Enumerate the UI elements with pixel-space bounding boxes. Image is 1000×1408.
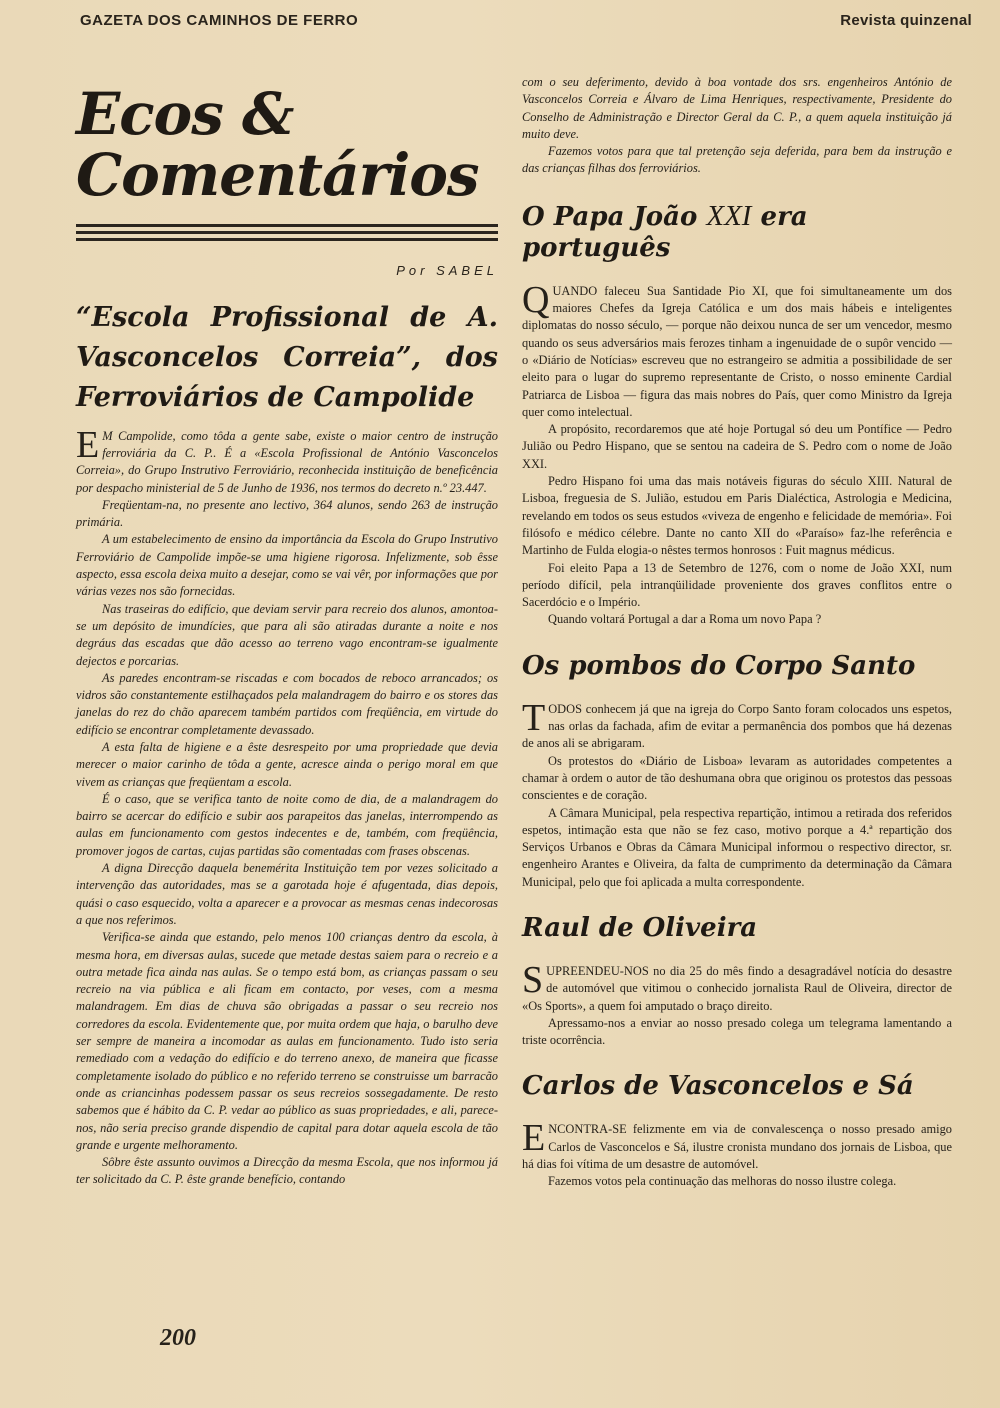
escola-paragraph-2: Freqüentam-na, no presente ano lectivo, 364 alunos, sendo 263 de instrução primária. [76, 497, 498, 530]
escola-paragraph-7: É o caso, que se verifica tanto de noite como de dia, de a malandragem do bairro se acercar do edifício e subir aos parapeitos das janelas, interrompendo as aulas em funcionamento com gestos indecentes e de, também, com freqüência, promover jogos de cartas, cujas partidas são comentadas com frases obscenas. [76, 791, 498, 858]
escola-paragraph-6: A esta falta de higiene e a êste desrespeito por uma propriedade que devia merecer o maior carinho de tôda a gente, acresce ainda o perigo moral em que vivem as crianças que freqüentam a escola. [76, 739, 498, 789]
papa-paragraph-4: Foi eleito Papa a 13 de Setembro de 1276, com o nome de João XXI, num período difícil, pela intranqüilidade proveniente dos graves conflitos entre o Sacerdócio e o Império. [522, 560, 952, 610]
escola-title: “Escola Profissional de A. Vasconcelos Correia”, dos Ferroviários de Campolide [76, 301, 498, 413]
journal-title: GAZETA DOS CAMINHOS DE FERRO [80, 12, 359, 29]
escola-paragraph-8: A digna Direcção daquela benemérita Instituição tem por vezes solicitado a intervenção das autoridades, mas se a garotada hoje é afugentada, dias depois, quási o caso esquecido, volta a aparecer e a provocar as mesmas cenas indecorosas a que nos referimos. [76, 861, 498, 927]
papa-paragraph-2: A propósito, recordaremos que até hoje Portugal só deu um Pontífice — Pedro Julião ou Pedro Hispano, que se sentou na cadeira de S. Pedro com o nome de João XXI. [522, 422, 952, 471]
carlos-drop-cap: E [522, 1117, 546, 1160]
papa-title: O Papa João XXI era português [522, 199, 808, 263]
title-rules [76, 224, 498, 241]
papa-drop-cap: Q [522, 278, 550, 321]
papa-paragraph-5: Quando voltará Portugal a dar a Roma um novo Papa ? [548, 612, 822, 627]
carlos-paragraph-1: ENCONTRA-SE felizmente em via de convalescença o nosso presado amigo Carlos de Vasconcelos e Sá, ilustre cronista mundano dos jornais de Lisboa, que há dias foi vítima de um desastre de automóvel. [522, 1117, 952, 1172]
escola-paragraph-10: Sôbre êste assunto ouvimos a Direcção da mesma Escola, que nos informou já ter solicitado da C. P. êste grande benefício, contando [76, 1155, 498, 1187]
journal-periodicity: Revista quinzenal [840, 12, 972, 29]
byline: Por SABEL [396, 262, 498, 278]
raul-drop-cap: S [522, 958, 544, 1001]
escola-paragraph-9: Verifica-se ainda que estando, pelo menos 100 crianças dentro da escola, à mesma hora, em diversas aulas, sucede que metade destas saiem para o recreio e a outra metade fica ainda nas aulas. Se o tempo está bom, as crianças passam o seu recreio na via pública e ali ficam em contacto, por veses, com a mesma malandragem. Em dias de chuva são obrigadas a passar o seu recreio nos corredores da escola. Evidentemente que, por muita ordem que haja, o barulho deve ser sempre de maneira a incomodar as aulas em funcionamento. Tudo isto seria remediado com a vedação do edifício e do terreno anexo, de maneira que ficasse completamente isolado do público e no referido terreno se construisse um barracão onde as criancinhas podessem passar os seus recreios sossegadamente. De resto sabemos que é hábito da C. P. vedar ao público as suas propriedades, e ali, parece-nos, não seria preciso grande dispendio de capital para dotar aquela escola de tão grande e urgente melhoramento. [76, 930, 498, 1152]
right-column [522, 74, 952, 1191]
pombos-paragraph-3: A Câmara Municipal, pela respectiva repartição, intimou a retirada dos referidos espetos, intimação esta que não se fez caso, motivo porque a 4.ª repartição dos Serviços Urbanos e Obras da Câmara Municipal informou o respectivo director, sr. engenheiro Arantes e Oliveira, da falta de cumprimento da determinação da Câmara Municipal, pelo que foi aplicada a multa correspondente. [522, 805, 952, 889]
section-title: Ecos & Comentários [76, 80, 479, 209]
pombos-drop-cap: T [522, 696, 546, 739]
pombos-title: Os pombos do Corpo Santo [522, 650, 916, 681]
left-column [76, 72, 498, 1189]
papa-paragraph-1: QUANDO faleceu Sua Santidade Pio XI, que foi simultaneamente um dos maiores Chefes da Igreja Católica e um dos mais hábeis e inteligentes diplomatas do nosso século, — porque não deixou nunca de ser um vencedor, mesmo quando os seus adversários mais ferozes tinham a ingenuidade de o supôr vencido — o «Diário de Notícias» escreveu que no estrangeiro se admitia a possibilidade de ser eleito para o lugar do supremo representante de Cristo, o nosso eminente Cardial Patriarca de Lisboa — figura das mais nobres do País, quer como Ministro da Igreja quer como intelectual. [522, 278, 952, 419]
escola-paragraph-1: E M Campolide, como tôda a gente sabe, existe o maior centro de instrução ferroviária da C. P.. É a «Escola Profissional de António Vasconcelos Correia», do Grupo Instrutivo Ferroviário, reconhecida instituição de beneficência por despacho ministerial de 5 de Junho de 1936, nos termos do decreto n.º 23.447. [76, 423, 498, 495]
raul-title: Raul de Oliveira [522, 912, 758, 943]
carlos-title: Carlos de Vasconcelos e Sá [522, 1071, 914, 1102]
pombos-paragraph-2: Os protestos do «Diário de Lisboa» levaram as autoridades competentes a chamar à ordem o autor de tão deshumana obra que originou os protestos das pessoas conscientes e de coração. [522, 753, 952, 803]
carlos-paragraph-2: Fazemos votos pela continuação das melhoras do nosso ilustre colega. [548, 1174, 897, 1189]
escola-continuation-1: com o seu deferimento, devido à boa vontade dos srs. engenheiros António de Vasconcelos Correia e Álvaro de Lima Henriques, respectivamente, Presidente do Conselho de Administração e Director Geral da C. P., a quem aquela instituição já muito deve. [522, 75, 952, 141]
escola-continuation-2: Fazemos votos para que tal pretenção seja deferida, para bem da instrução e das crianças filhas dos ferroviários. [522, 144, 952, 176]
escola-paragraph-4: Nas traseiras do edifício, que deviam servir para recreio dos alunos, amontoa-se um depósito de imundícies, que para ali são atiradas durante a noite e nos degráus das escadas que dão acesso ao terreno vago encontram-se igualmente dejectos e porcarias. [76, 601, 498, 668]
raul-paragraph-1: SUPREENDEU-NOS no dia 25 do mês findo a desagradável notícia do desastre de automóvel que vitimou o conhecido jornalista Raul de Oliveira, director de «Os Sports», a quem foi amputado o braço direito. [522, 958, 952, 1013]
papa-paragraph-3: Pedro Hispano foi uma das mais notáveis figuras do século XIII. Natural de Lisboa, freguesia de S. Julião, estudou em Paris Dialéctica, Astrologia e Medicina, revelando em todos os seus estudos «viveza de engenho e felicidade de memória». Foi filósofo e médico célebre. Dante no canto XII do «Paraíso» faz-lhe referência e Martinho de Fulda elogia-o nêstes termos honrosos : Fuit magnus médicus. [522, 474, 952, 558]
escola-paragraph-5: As paredes encontram-se riscadas e com bocados de reboco arrancados; os vidros são constantemente estilhaçados pela malandragem do bairro e os stores das janelas do rez do chão aparecem também partidos com freqüência, em virtude do edifício se encontrar completamente devassado. [76, 670, 498, 737]
pombos-paragraph-1: TODOS conhecem já que na igreja do Corpo Santo foram colocados uns espetos, nas orlas da fachada, afim de evitar a permanência dos pombos que há dezenas de anos ali se abrigaram. [522, 696, 952, 751]
escola-drop-cap: E [76, 423, 100, 466]
page-number: 200 [160, 1325, 196, 1351]
escola-paragraph-3: A um estabelecimento de ensino da importância da Escola do Grupo Instrutivo Ferroviário de Campolide impõe-se uma higiene rigorosa. Infelizmente, sob êsse aspecto, essa escola deixa muito a desejar, como se vai vêr, por informações que por várias vezes nos são fornecidas. [76, 532, 498, 599]
raul-paragraph-2: Apressamo-nos a enviar ao nosso presado colega um telegrama lamentando a triste ocorrência. [522, 1015, 952, 1048]
